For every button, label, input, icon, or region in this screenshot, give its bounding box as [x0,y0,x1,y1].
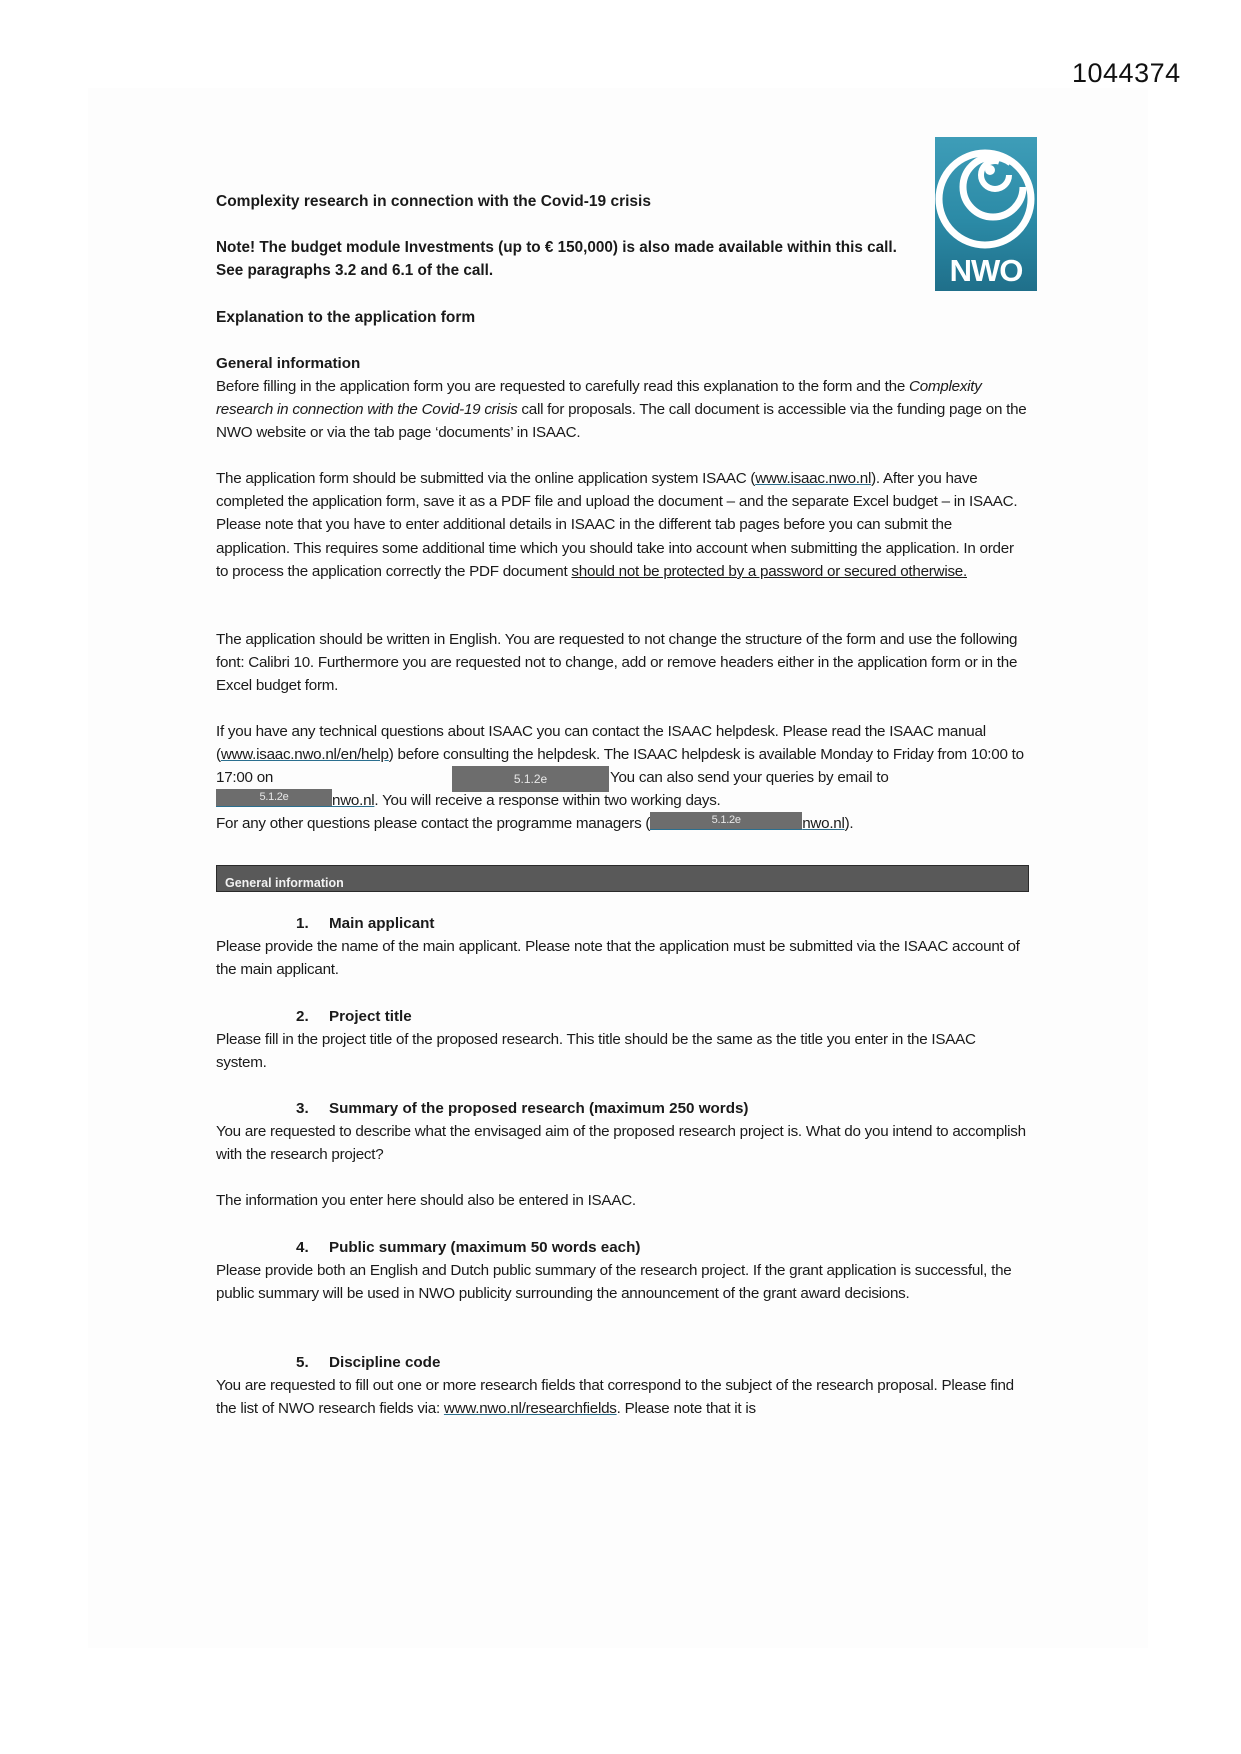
redacted-phone [452,766,609,789]
redaction-box: 5.1.2e [452,766,609,792]
submission-text-cont: ). After you have completed the application form, save it as a PDF file and upload the document – and the separate Excel budget – in ISAAC. Please note that you have to enter additional details in ISAAC in the different tab pages before you can submit the application. This requires some additional time which you should take into account when submitting the application. In order to process the application correctly the PDF document [216,470,1018,580]
general-information-heading: General information [216,355,361,372]
intro-paragraph [216,375,1028,445]
call-title: Complexity research in connection with the Covid-19 crisis [216,193,651,210]
discipline-text: You are requested to fill out one or more research fields that correspond to the subject of the research proposal. Please find the list of NWO research fields via: [216,1377,1014,1418]
section-header-general-information [216,865,1029,892]
email-sentence: You can also send your queries by email to [610,769,889,786]
budget-note-line1: Note! The budget module Investments (up to € 150,000) is also made available within this call. [216,239,897,256]
item-title: Discipline code [329,1354,441,1371]
nwo-logo [935,137,1037,291]
intro-text: Before filling in the application form you are requested to carefully read this explanation to the form and the [216,378,909,395]
item-heading-project-title [296,1005,412,1028]
redaction-box: 5.1.2e [216,789,332,807]
item-heading-public-summary [296,1236,640,1259]
budget-note-line2: See paragraphs 3.2 and 6.1 of the call. [216,262,494,279]
isaac-help-link[interactable]: www.isaac.nwo.nl/en/help [220,746,389,764]
item-title: Public summary (maximum 50 words each) [329,1239,641,1256]
programme-managers-text: For any other questions please contact the programme managers ( [216,815,651,832]
item-text-public-summary: Please provide both an English and Dutch public summary of the research project. If the grant application is successful, the public summary will be used in NWO publicity surrounding the announcement of the grant award decisions. [216,1262,1012,1303]
isaac-link[interactable]: www.isaac.nwo.nl [755,470,872,487]
discipline-text-end: . Please note that it is [616,1400,756,1418]
submission-text: The application form should be submitted via the online application system ISAAC ( [216,470,756,487]
call-name-italic: Complexity research in connection with the Covid-19 crisis [216,378,982,419]
helpdesk-text: If you have any technical questions about ISAAC you can contact the ISAAC helpdesk. Please read the ISAAC manual ( [216,723,986,764]
item-title: Summary of the proposed research (maximum 250 words) [329,1100,749,1117]
explanation-title: Explanation to the application form [216,309,476,326]
submission-paragraph [216,467,1028,583]
item-number: 4. [296,1239,309,1256]
item-heading-discipline-code [296,1351,440,1374]
item-text-main-applicant: Please provide the name of the main applicant. Please note that the application must be submitted via the ISAAC account of the main applicant. [216,938,1020,979]
redaction-box: 5.1.2e [650,812,802,830]
section-header-label: General information [225,876,344,890]
item-number: 3. [296,1100,309,1117]
item-text-summary-isaac: The information you enter here should also be entered in ISAAC. [216,1192,636,1209]
item-text-project-title: Please fill in the project title of the proposed research. This title should be the same as the title you enter in the ISAAC system. [216,1031,976,1072]
language-font-paragraph: The application should be written in English. You are requested to not change the structure of the form and use the following font: Calibri 10. Furthermore you are requested not to change, add or remove headers either in the application form or in the Excel budget form. [216,631,1018,695]
item-number: 2. [296,1008,309,1025]
intro-text-end: call for proposals. The call document is accessible via the funding page on the NWO website or via the tab page ‘documents’ in ISAAC. [216,401,1027,442]
item-number: 5. [296,1354,309,1371]
item-text-discipline-code [216,1374,1028,1420]
item-number: 1. [296,915,309,932]
helpdesk-email-link[interactable]: nwo.nl [332,792,375,809]
programme-managers-line [216,812,853,835]
response-time-text: . You will receive a response within two working days. [374,792,721,809]
closing-paren: ). [844,815,854,832]
document-id: 1044374 [1072,58,1181,88]
programme-managers-email-link[interactable]: nwo.nl [802,815,845,832]
item-heading-main-applicant [296,912,434,935]
pdf-protection-warning: should not be protected by a password or secured otherwise. [571,562,967,580]
helpdesk-hours: ) before consulting the helpdesk. The ISAAC helpdesk is available Monday to Friday from 10:00 to 17:00 on [216,746,1024,787]
email-line [216,789,721,812]
item-heading-summary [296,1097,748,1120]
item-text-summary: You are requested to describe what the envisaged aim of the proposed research project is. What do you intend to accomplish with the research project? [216,1123,1026,1164]
logo-text: NWO [949,253,1023,288]
research-fields-link[interactable]: www.nwo.nl/researchfields [443,1400,617,1418]
item-title: Project title [329,1008,412,1025]
item-title: Main applicant [329,915,435,932]
